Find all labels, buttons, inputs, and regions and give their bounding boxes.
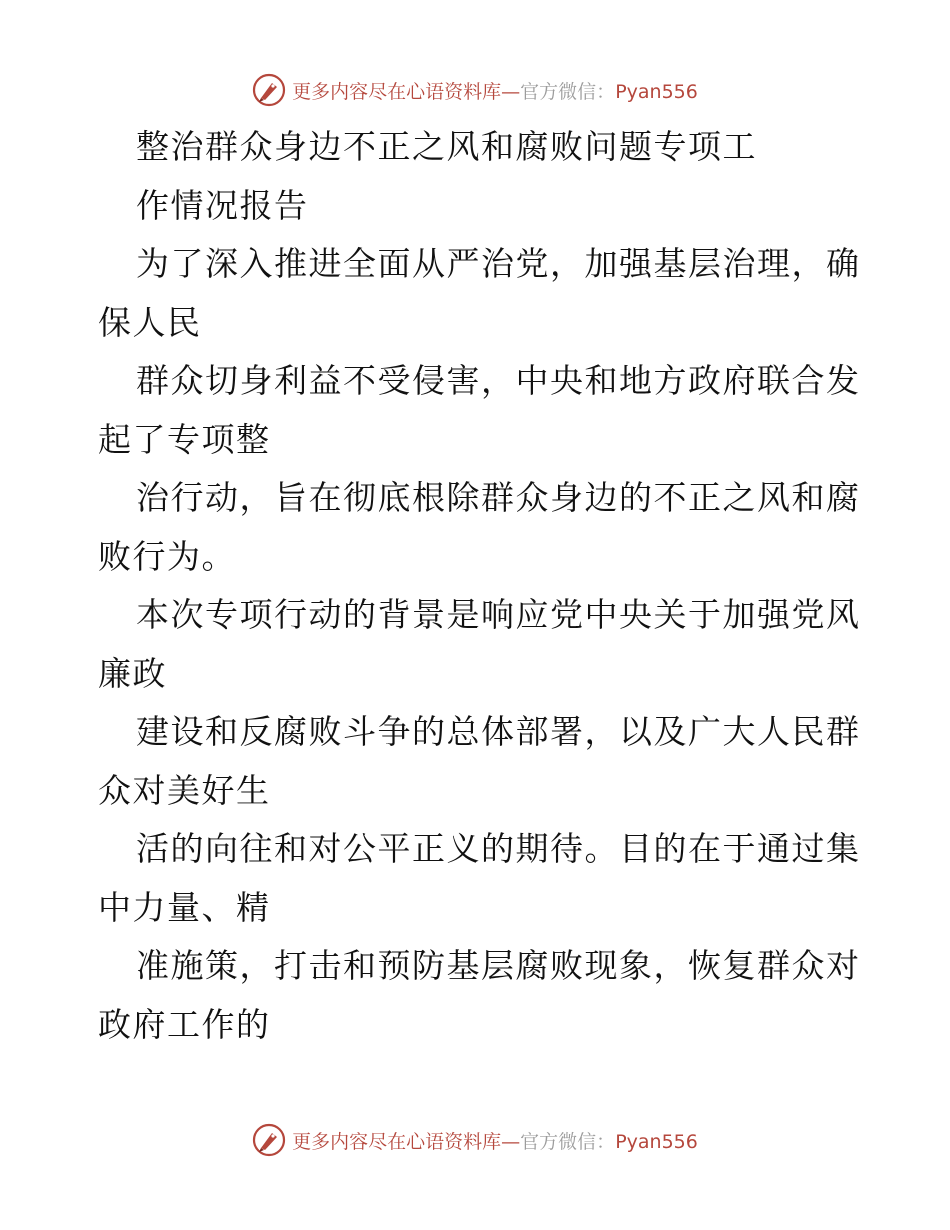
- header-banner-contact-id: Pyan556: [615, 80, 698, 103]
- paragraph-line: 中力量、精: [98, 887, 271, 927]
- pen-nib-icon: [252, 73, 286, 107]
- header-banner-contact-label: 官方微信：: [520, 80, 616, 103]
- header-banner-title: 更多内容尽在心语资料库: [292, 80, 502, 103]
- paragraph-line: 起了专项整: [98, 419, 271, 459]
- footer-banner-contact-id: Pyan556: [615, 1130, 698, 1153]
- paragraph-line: 败行为。: [98, 536, 236, 576]
- header-banner-content: [252, 73, 698, 107]
- footer-banner: [0, 1120, 950, 1160]
- paragraph-line: 建设和反腐败斗争的总体部署，以及广大人民群: [136, 712, 861, 751]
- document-title-line-1: 整治群众身边不正之风和腐败问题专项工: [136, 127, 757, 166]
- footer-banner-content: [252, 1123, 698, 1157]
- paragraph-line: 政府工作的: [98, 1004, 271, 1044]
- paragraph-line: 活的向往和对公平正义的期待。目的在于通过集: [136, 829, 861, 868]
- header-banner-text: [292, 77, 698, 104]
- paragraph-line: 治行动，旨在彻底根除群众身边的不正之风和腐: [136, 478, 861, 517]
- paragraph-line: 为了深入推进全面从严治党，加强基层治理，确: [136, 244, 861, 283]
- footer-banner-contact-label: 官方微信：: [520, 1130, 616, 1153]
- paragraph-line: 廉政: [98, 653, 167, 693]
- header-banner: [0, 70, 950, 110]
- header-banner-dash: —: [501, 80, 521, 103]
- document-body: [98, 118, 861, 1054]
- footer-banner-dash: —: [501, 1130, 521, 1153]
- footer-banner-text: [292, 1127, 698, 1154]
- paragraph-line: 众对美好生: [98, 770, 271, 810]
- paragraph-line: 准施策，打击和预防基层腐败现象，恢复群众对: [136, 946, 861, 985]
- paragraph-line: 保人民: [98, 302, 202, 342]
- paragraph-line: 群众切身利益不受侵害，中央和地方政府联合发: [136, 361, 861, 400]
- document-title-line-2: 作情况报告: [136, 185, 309, 225]
- paragraph-line: 本次专项行动的背景是响应党中央关于加强党风: [136, 595, 861, 634]
- pen-nib-icon: [252, 1123, 286, 1157]
- footer-banner-title: 更多内容尽在心语资料库: [292, 1130, 502, 1153]
